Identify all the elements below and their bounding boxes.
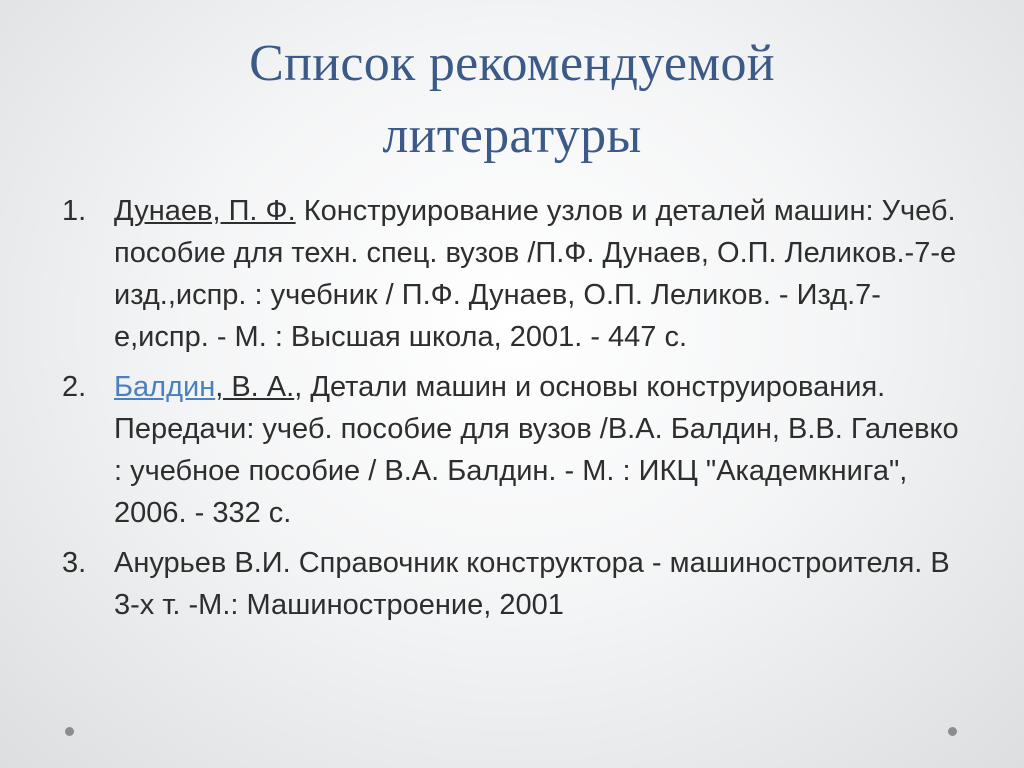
reference-text: Анурьев В.И. Справочник конструктора - машиностроителя. В 3-х т. -М.: Машиностроение, 2001 xyxy=(114,547,950,621)
reference-list xyxy=(62,190,962,634)
reference-number: 1. xyxy=(62,195,87,227)
bottom-right-dot xyxy=(948,727,957,736)
reference-text: , Детали машин и основы конструирования. Передачи: учеб. пособие для вузов /В.А. Балдин, В.В. Галевко : учебное пособие / В.А. Балдин. - М. : ИКЦ "Академкнига", 2006. - 332 с. xyxy=(114,371,959,529)
reference-item-1 xyxy=(62,190,962,358)
reference-item-3 xyxy=(62,542,962,626)
reference-item-2 xyxy=(62,366,962,534)
reference-author-initials: , В. А. xyxy=(215,371,295,403)
bottom-left-dot xyxy=(65,727,74,736)
reference-text: Конструирование узлов и деталей машин: Учеб. пособие для техн. спец. вузов /П.Ф. Дунаев, О.П. Леликов.-7-е изд.,испр. : учебник / П.Ф. Дунаев, О.П. Леликов. - Изд.7-е,испр. - М. : Высшая школа, 2001. - 447 с. xyxy=(114,195,957,353)
reference-number: 3. xyxy=(62,547,87,579)
author-link[interactable]: Балдин xyxy=(114,371,216,403)
reference-number: 2. xyxy=(62,371,87,403)
reference-author: Дунаев, П. Ф. xyxy=(114,195,296,227)
slide-title xyxy=(0,28,1024,172)
slide-title-line-1: Список рекомендуемой xyxy=(249,35,775,92)
slide-title-line-2: литературы xyxy=(382,107,642,164)
